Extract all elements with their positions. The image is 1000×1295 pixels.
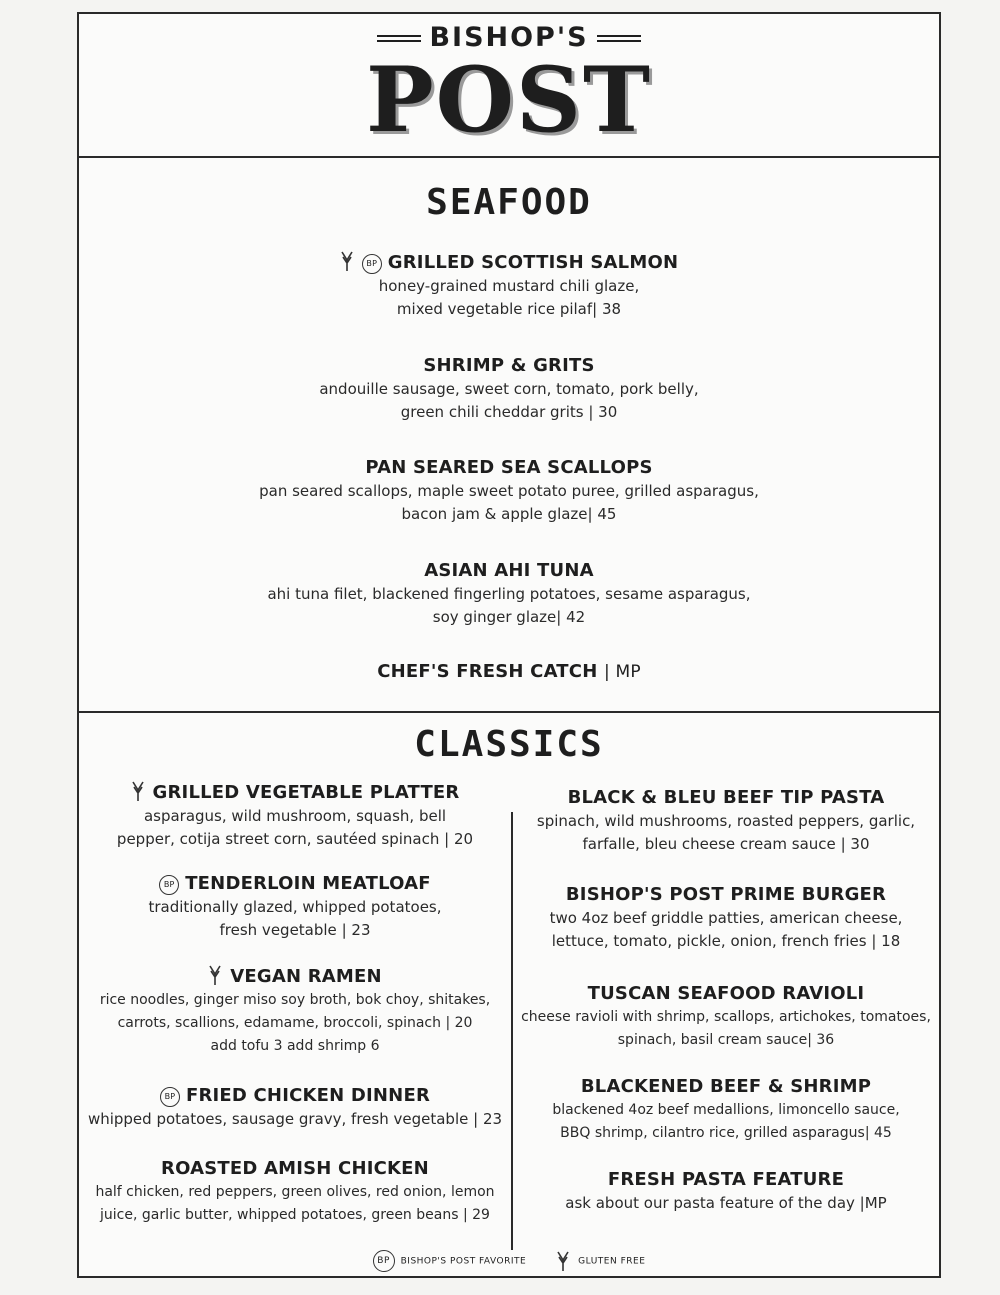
item-name: VEGAN RAMEN	[230, 966, 382, 987]
classics-item	[511, 1168, 941, 1215]
item-desc: add tofu 3 add shrimp 6	[210, 1038, 380, 1054]
classics-item	[511, 982, 941, 1052]
item-price: | 38	[592, 300, 622, 318]
item-name: SHRIMP & GRITS	[423, 355, 595, 376]
item-name: TUSCAN SEAFOOD RAVIOLI	[587, 983, 865, 1004]
seafood-item	[79, 456, 939, 526]
item-desc: ask about our pasta feature of the day	[565, 1194, 855, 1212]
classics-title: CLASSICS	[414, 724, 604, 765]
item-name: PAN SEARED SEA SCALLOPS	[365, 457, 653, 478]
menu-legend	[79, 1250, 939, 1272]
brand-top-text: BISHOP'S	[429, 22, 589, 53]
item-desc: honey-grained mustard chili glaze,	[378, 277, 640, 295]
item-name: GRILLED VEGETABLE PLATTER	[152, 782, 460, 803]
item-price: | 45	[587, 505, 617, 523]
item-name: FRESH PASTA FEATURE	[607, 1169, 845, 1190]
item-desc: asparagus, wild mushroom, squash, bell	[143, 807, 447, 825]
item-desc: juice, garlic butter, whipped potatoes, green beans	[100, 1207, 459, 1223]
classics-item	[79, 872, 511, 942]
item-desc: whipped potatoes, sausage gravy, fresh vegetable	[87, 1110, 469, 1128]
item-desc: blackened 4oz beef medallions, limoncello sauce,	[552, 1102, 900, 1118]
menu-header	[79, 14, 939, 156]
seafood-item	[79, 354, 939, 424]
item-desc: pepper, cotija street corn, sautéed spinach	[116, 830, 440, 848]
classics-item	[511, 1075, 941, 1145]
classics-item	[79, 1084, 511, 1131]
item-price: | MP	[603, 662, 641, 682]
brand-decor-right	[597, 35, 641, 42]
item-price: | 20	[445, 1015, 473, 1031]
item-price: | 23	[473, 1110, 503, 1128]
item-name: BLACK & BLEU BEEF TIP PASTA	[567, 787, 885, 808]
item-price: | 18	[871, 932, 901, 950]
item-price: | 29	[462, 1207, 490, 1223]
item-desc: two 4oz beef griddle patties, american cheese,	[549, 909, 903, 927]
item-price: | 42	[556, 608, 586, 626]
brand-decor-left	[377, 35, 421, 42]
item-desc: green chili cheddar grits	[400, 403, 584, 421]
header-divider	[79, 156, 939, 158]
item-name: ROASTED AMISH CHICKEN	[161, 1158, 429, 1179]
item-desc: BBQ shrimp, cilantro rice, grilled asparagus	[560, 1125, 865, 1141]
seafood-title: SEAFOOD	[426, 182, 592, 223]
wheat-icon	[340, 250, 354, 272]
legend-bp-label: BISHOP'S POST FAVORITE	[400, 1256, 527, 1267]
item-name: ASIAN AHI TUNA	[424, 560, 594, 581]
item-price: | 30	[588, 403, 618, 421]
item-name: GRILLED SCOTTISH SALMON	[387, 252, 679, 273]
seafood-item	[79, 660, 939, 684]
wheat-icon	[556, 1250, 570, 1272]
bp-badge-icon: BP	[159, 875, 179, 895]
classics-item	[511, 883, 941, 953]
bp-badge-icon: BP	[160, 1087, 180, 1107]
item-price: | 45	[864, 1125, 892, 1141]
item-desc: lettuce, tomato, pickle, onion, french fries	[551, 932, 867, 950]
item-desc: farfalle, bleu cheese cream sauce	[582, 835, 836, 853]
bp-badge-icon: BP	[373, 1250, 395, 1272]
item-name: TENDERLOIN MEATLOAF	[185, 873, 431, 894]
item-desc: mixed vegetable rice pilaf	[396, 300, 593, 318]
bp-badge-icon: BP	[362, 254, 382, 274]
item-price: | 20	[444, 830, 474, 848]
item-desc: carrots, scallions, edamame, broccoli, spinach	[117, 1015, 441, 1031]
item-desc: fresh vegetable	[219, 921, 337, 939]
legend-gf-label: GLUTEN FREE	[578, 1256, 646, 1267]
item-desc: ahi tuna filet, blackened fingerling potatoes, sesame asparagus,	[267, 585, 751, 603]
item-desc: andouille sausage, sweet corn, tomato, pork belly,	[319, 380, 699, 398]
item-desc: cheese ravioli with shrimp, scallops, artichokes, tomatoes,	[521, 1009, 931, 1025]
item-name: FRIED CHICKEN DINNER	[185, 1085, 431, 1106]
item-price: | 23	[341, 921, 371, 939]
seafood-item	[79, 250, 939, 321]
item-desc: half chicken, red peppers, green olives, red onion, lemon	[95, 1184, 495, 1200]
classics-item	[79, 964, 511, 1058]
seafood-item	[79, 559, 939, 629]
item-price: | 30	[840, 835, 870, 853]
menu-page	[77, 12, 941, 1278]
item-name: CHEF'S FRESH CATCH	[377, 661, 598, 682]
item-price: |MP	[859, 1194, 887, 1212]
item-desc: spinach, wild mushrooms, roasted peppers, garlic,	[536, 812, 916, 830]
wheat-icon	[131, 780, 145, 802]
item-price: | 36	[807, 1032, 835, 1048]
item-name: BLACKENED BEEF & SHRIMP	[580, 1076, 872, 1097]
item-desc: pan seared scallops, maple sweet potato puree, grilled asparagus,	[259, 482, 759, 500]
item-desc: bacon jam & apple glaze	[401, 505, 588, 523]
section-divider	[79, 711, 939, 713]
wheat-icon	[208, 964, 222, 986]
item-desc: spinach, basil cream sauce	[617, 1032, 808, 1048]
classics-item	[511, 786, 941, 856]
item-name: BISHOP'S POST PRIME BURGER	[565, 884, 887, 905]
classics-item	[79, 780, 511, 851]
classics-item	[79, 1157, 511, 1227]
brand-main: POST	[365, 47, 653, 153]
item-desc: rice noodles, ginger miso soy broth, bok choy, shitakes,	[99, 992, 491, 1008]
item-desc: soy ginger glaze	[432, 608, 557, 626]
item-desc: traditionally glazed, whipped potatoes,	[148, 898, 442, 916]
